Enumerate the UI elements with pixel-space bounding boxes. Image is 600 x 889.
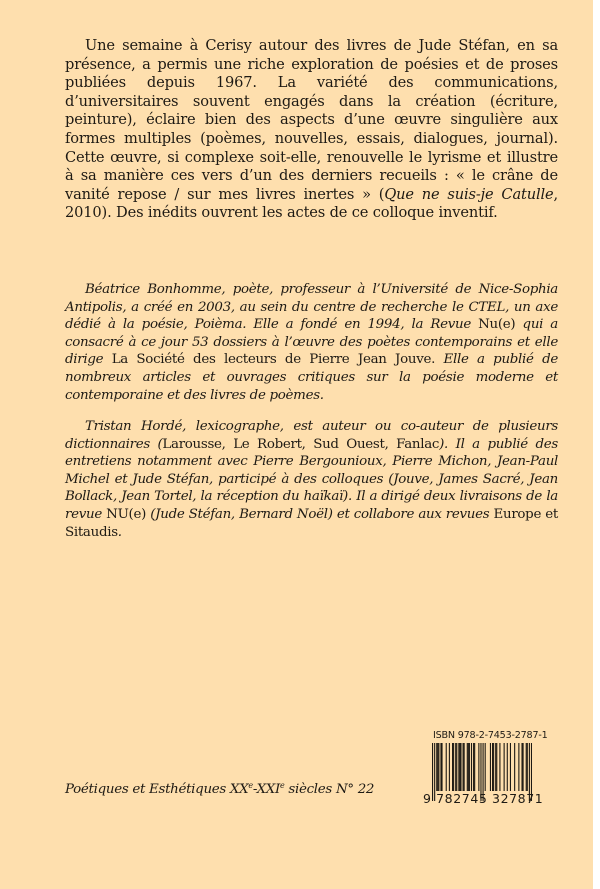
bio-text: Béatrice Bonhomme, poète, professeur à l’Université de Nice-Sophia Antipolis, a créé en 2003, au sein du centre de recherche le CTEL, un axe dédié à la poésie, Poièma. Elle a fondé en 1994, la Revue bbox=[65, 282, 558, 333]
barcode-bar bbox=[521, 743, 522, 791]
isbn-label: ISBN 978-2-7453-2787-1 bbox=[433, 730, 548, 741]
society-name: La Société des lecteurs de Pierre Jean Jouve. bbox=[111, 352, 436, 368]
barcode-bar bbox=[460, 743, 461, 791]
barcode-bar bbox=[440, 743, 441, 791]
barcode-bar bbox=[510, 743, 511, 791]
series-sup: e bbox=[248, 781, 253, 790]
journal-name: NU(e) bbox=[106, 506, 147, 522]
barcode-bar bbox=[474, 743, 475, 791]
barcode-bar bbox=[493, 743, 494, 791]
barcode-bar bbox=[464, 743, 465, 791]
barcode-bar bbox=[438, 743, 439, 791]
series-text: Poétiques et Esthétiques XX bbox=[65, 782, 249, 797]
barcode-bar bbox=[446, 743, 447, 791]
barcode-bar bbox=[518, 743, 519, 791]
publisher-names: Larousse, Le Robert, Sud Ouest, Fanlac bbox=[162, 436, 440, 452]
journal-name: Nu(e) bbox=[478, 317, 516, 333]
barcode-bar bbox=[523, 743, 524, 791]
barcode-bar bbox=[526, 743, 527, 791]
bio-text: ). Il a publié des entretiens notamment avec Pierre Bergounioux, Pierre Michon, Jean-Paul Michel et Jude Stéfan, participé à des colloques (Jouve, James Sacré, Jean Bollack, Jean Tortel, la réception du haïkaï). Il a dirigé deux livraisons de la revue bbox=[65, 436, 558, 522]
barcode-bar bbox=[436, 743, 437, 791]
barcode-bar bbox=[495, 743, 496, 791]
barcode-bar bbox=[471, 743, 472, 791]
barcode-bar bbox=[467, 743, 468, 791]
bio-text: Tristan Hordé, lexicographe, est auteur ou co-auteur de plusieurs dictionnaires ( bbox=[65, 419, 558, 452]
barcode-bar bbox=[458, 743, 459, 791]
bio-text: qui a consacré à ce jour 53 dossiers à l’œuvre des poètes contemporains et elle dirige bbox=[65, 317, 558, 368]
barcode-bar bbox=[527, 743, 528, 791]
blurb-text: Une semaine à Cerisy autour des livres de Jude Stéfan, en sa présence, a permis une riche exploration de poésies et de proses publiées depuis 1967. La variété des communications, d’universitaires souvent engagés dans la création (écriture, peinture), éclaire bien des aspects d’une œuvre singulière aux formes multiples (poèmes, nouvelles, essais, dialogues, journal). Cette œuvre, si complexe soit-elle, renouvelle le lyrisme et illustre à sa manière ces vers d’un des derniers recueils : « le crâne de vanité repose / sur mes livres inertes » ( bbox=[65, 37, 558, 203]
barcode-bar bbox=[473, 743, 474, 791]
barcode-bar bbox=[504, 743, 505, 791]
barcode-bar bbox=[514, 743, 515, 791]
barcode-bar bbox=[496, 743, 497, 791]
barcode-bar bbox=[463, 743, 464, 791]
book-title-reference: Que ne suis-je Catulle bbox=[384, 185, 554, 203]
bio-text: (Jude Stéfan, Bernard Noël) et collabore aux revues bbox=[146, 506, 494, 522]
barcode-bar bbox=[485, 743, 486, 791]
barcode-bar bbox=[441, 743, 442, 791]
barcode-bar bbox=[492, 743, 493, 791]
barcode-bar bbox=[459, 743, 460, 791]
blurb-paragraph bbox=[65, 37, 558, 223]
barcode-bar bbox=[456, 743, 457, 791]
barcode-bar bbox=[499, 743, 500, 791]
barcode-bar bbox=[453, 743, 454, 791]
blurb-text-end: , 2010). Des inédits ouvrent les actes de ce colloque inventif. bbox=[65, 185, 558, 222]
barcode-bar bbox=[452, 743, 453, 791]
series-text: -XXI bbox=[252, 782, 281, 797]
bio-text: . bbox=[117, 524, 122, 540]
barcode-bar bbox=[507, 743, 508, 791]
barcode-bar bbox=[449, 743, 450, 791]
barcode-bar bbox=[469, 743, 470, 791]
barcode-bar bbox=[455, 743, 456, 791]
series-text: siècles N° 22 bbox=[284, 782, 375, 797]
bio-text: Elle a publié de nombreux articles et ouvrages critiques sur la poésie moderne et contemporaine et des livres de poèmes. bbox=[65, 352, 558, 403]
journal-names: Europe et Sitaudis bbox=[65, 506, 558, 540]
series-sup: e bbox=[280, 781, 285, 790]
barcode-bar bbox=[490, 743, 491, 791]
barcode-bar bbox=[437, 743, 438, 791]
barcode-bar bbox=[478, 743, 479, 791]
barcode-bar bbox=[468, 743, 469, 791]
series-title bbox=[65, 781, 374, 797]
author-bio-horde bbox=[65, 418, 558, 541]
barcode-digits: 9 782745 327871 bbox=[423, 791, 544, 806]
author-bio-bonhomme bbox=[65, 281, 558, 404]
